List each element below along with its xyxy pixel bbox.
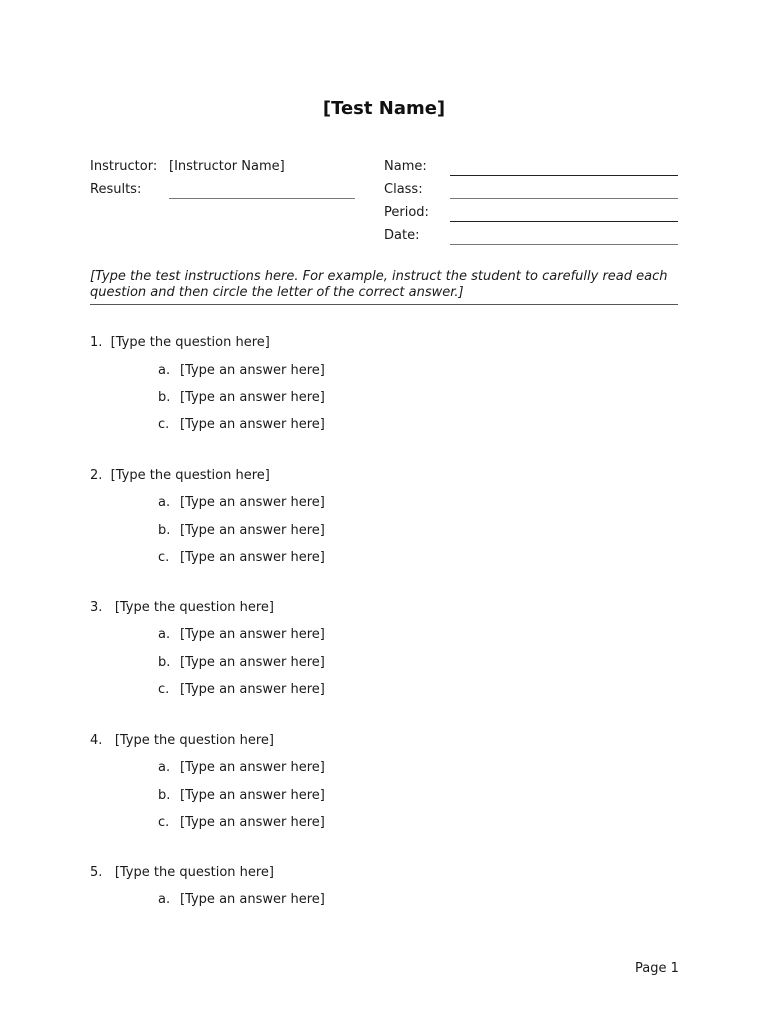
answer-4b[interactable] bbox=[158, 788, 325, 803]
question-2[interactable] bbox=[90, 468, 270, 483]
answer-text: [Type an answer here] bbox=[180, 892, 325, 907]
date-label: Date: bbox=[384, 228, 420, 243]
instructor-name[interactable]: [Instructor Name] bbox=[169, 159, 285, 174]
test-instructions[interactable] bbox=[90, 269, 678, 301]
question-1[interactable] bbox=[90, 335, 270, 350]
question-3[interactable] bbox=[90, 600, 274, 615]
question-5[interactable] bbox=[90, 865, 274, 880]
instructions-line-1: [Type the test instructions here. For example, instruct the student to carefully read each bbox=[90, 269, 668, 284]
question-number: 4. bbox=[90, 733, 103, 748]
answer-text: [Type an answer here] bbox=[180, 363, 325, 378]
answer-text: [Type an answer here] bbox=[180, 682, 325, 697]
answer-text: [Type an answer here] bbox=[180, 788, 325, 803]
answer-1b[interactable] bbox=[158, 390, 325, 405]
answer-letter: c. bbox=[158, 682, 170, 697]
answer-text: [Type an answer here] bbox=[180, 417, 325, 432]
answer-2c[interactable] bbox=[158, 550, 325, 565]
answer-letter: b. bbox=[158, 788, 171, 803]
answer-text: [Type an answer here] bbox=[180, 655, 325, 670]
answer-text: [Type an answer here] bbox=[180, 390, 325, 405]
test-title[interactable]: [Test Name] bbox=[322, 98, 446, 119]
answer-letter: c. bbox=[158, 815, 170, 830]
question-text: [Type the question here] bbox=[114, 733, 275, 748]
question-number: 1. bbox=[90, 335, 103, 350]
class-line[interactable] bbox=[450, 198, 678, 199]
answer-4a[interactable] bbox=[158, 760, 325, 775]
answer-3b[interactable] bbox=[158, 655, 325, 670]
question-text: [Type the question here] bbox=[114, 865, 275, 880]
answer-2a[interactable] bbox=[158, 495, 325, 510]
answer-text: [Type an answer here] bbox=[180, 627, 325, 642]
question-number: 5. bbox=[90, 865, 103, 880]
answer-text: [Type an answer here] bbox=[180, 523, 325, 538]
results-line[interactable] bbox=[169, 198, 355, 199]
instructions-line-2: question and then circle the letter of the correct answer.] bbox=[90, 285, 464, 300]
period-label: Period: bbox=[384, 205, 429, 220]
name-label: Name: bbox=[384, 159, 427, 174]
answer-letter: a. bbox=[158, 363, 171, 378]
answer-5a[interactable] bbox=[158, 892, 325, 907]
answer-1c[interactable] bbox=[158, 417, 325, 432]
question-4[interactable] bbox=[90, 733, 274, 748]
question-text: [Type the question here] bbox=[110, 468, 270, 483]
answer-3c[interactable] bbox=[158, 682, 325, 697]
page-number: Page 1 bbox=[635, 961, 679, 976]
class-label: Class: bbox=[384, 182, 423, 197]
answer-text: [Type an answer here] bbox=[180, 550, 325, 565]
answer-letter: b. bbox=[158, 523, 171, 538]
answer-letter: c. bbox=[158, 417, 170, 432]
answer-text: [Type an answer here] bbox=[180, 815, 325, 830]
answer-letter: b. bbox=[158, 390, 171, 405]
name-line[interactable] bbox=[450, 175, 678, 176]
answer-letter: a. bbox=[158, 627, 171, 642]
answer-text: [Type an answer here] bbox=[180, 760, 325, 775]
answer-1a[interactable] bbox=[158, 363, 325, 378]
date-line[interactable] bbox=[450, 244, 678, 245]
answer-2b[interactable] bbox=[158, 523, 325, 538]
answer-letter: a. bbox=[158, 892, 171, 907]
answer-3a[interactable] bbox=[158, 627, 325, 642]
question-number: 2. bbox=[90, 468, 103, 483]
question-number: 3. bbox=[90, 600, 103, 615]
question-text: [Type the question here] bbox=[110, 335, 270, 350]
answer-letter: c. bbox=[158, 550, 170, 565]
answer-text: [Type an answer here] bbox=[180, 495, 325, 510]
results-label: Results: bbox=[90, 182, 142, 197]
answer-letter: b. bbox=[158, 655, 171, 670]
answer-4c[interactable] bbox=[158, 815, 325, 830]
question-text: [Type the question here] bbox=[114, 600, 275, 615]
instructor-label: Instructor: bbox=[90, 159, 158, 174]
instructions-divider bbox=[90, 304, 678, 305]
period-line[interactable] bbox=[450, 221, 678, 222]
answer-letter: a. bbox=[158, 495, 171, 510]
answer-letter: a. bbox=[158, 760, 171, 775]
